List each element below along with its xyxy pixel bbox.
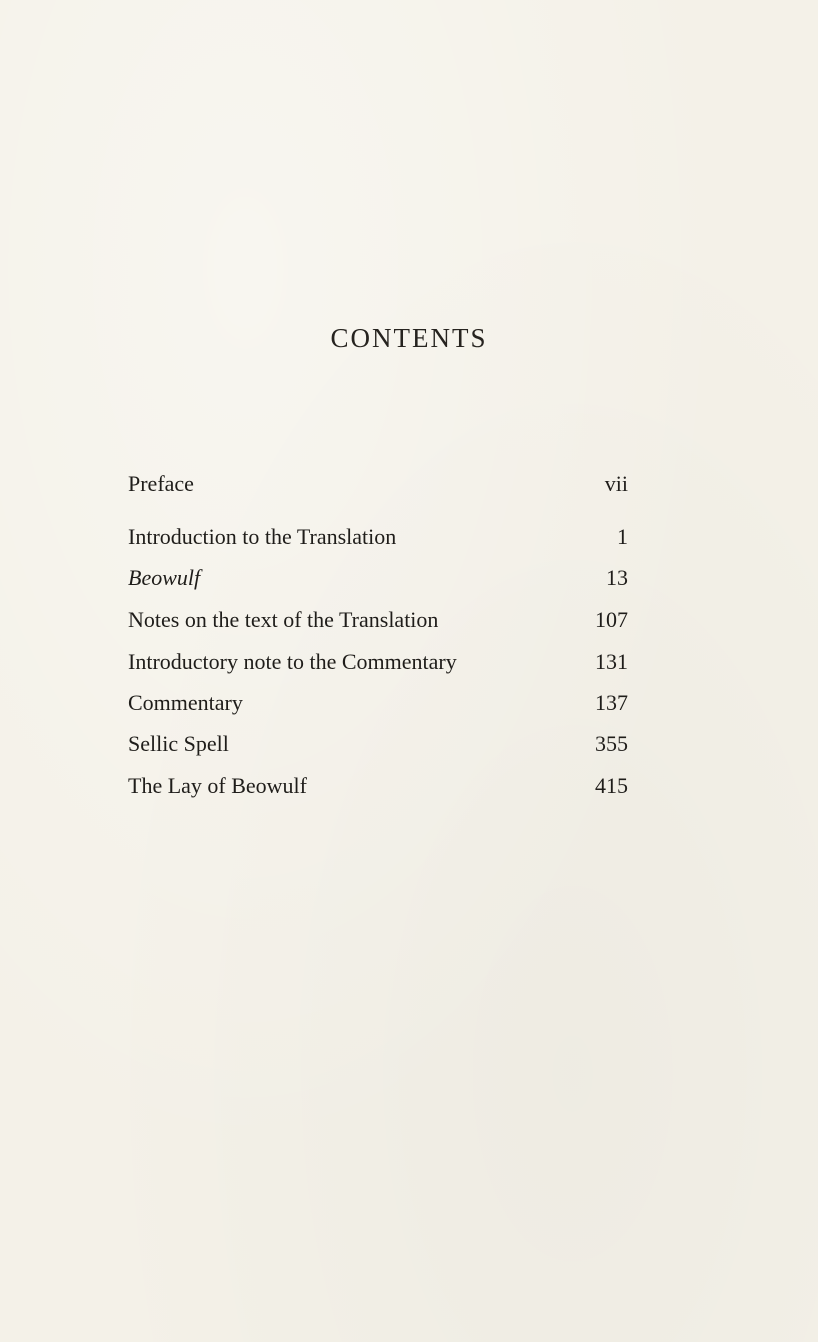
toc-entry-label: The Lay of Beowulf — [128, 773, 307, 798]
toc-entry-lay-of-beowulf[interactable] — [128, 771, 628, 801]
toc-entry-sellic-spell[interactable] — [128, 729, 628, 759]
toc-entry-page: 355 — [595, 731, 628, 756]
toc-entry-page: 13 — [606, 565, 628, 590]
toc-entry-label: Introduction to the Translation — [128, 524, 397, 549]
toc-entry-commentary[interactable] — [128, 688, 628, 718]
toc-entry-beowulf[interactable] — [128, 563, 628, 593]
toc-entry-label: Notes on the text of the Translation — [128, 607, 439, 632]
toc-entry-label: Beowulf — [128, 565, 201, 590]
toc-entry-label: Sellic Spell — [128, 731, 229, 756]
toc-entry-page: 415 — [595, 773, 628, 798]
toc-entry-page: 107 — [595, 607, 628, 632]
toc-entry-introduction[interactable] — [128, 522, 628, 552]
toc-entry-label: Introductory note to the Commentary — [128, 649, 457, 674]
toc-entry-notes[interactable] — [128, 605, 628, 635]
toc-entry-page: 1 — [617, 524, 628, 549]
toc-entry-label: Preface — [128, 471, 194, 496]
toc-entry-preface[interactable] — [128, 469, 628, 499]
toc-entry-page: vii — [604, 471, 628, 496]
toc-entry-page: 137 — [595, 690, 628, 715]
toc-entry-introductory-note[interactable] — [128, 647, 628, 677]
page-title: CONTENTS — [330, 323, 488, 353]
toc-entry-page: 131 — [595, 649, 628, 674]
toc-entry-label: Commentary — [128, 690, 243, 715]
